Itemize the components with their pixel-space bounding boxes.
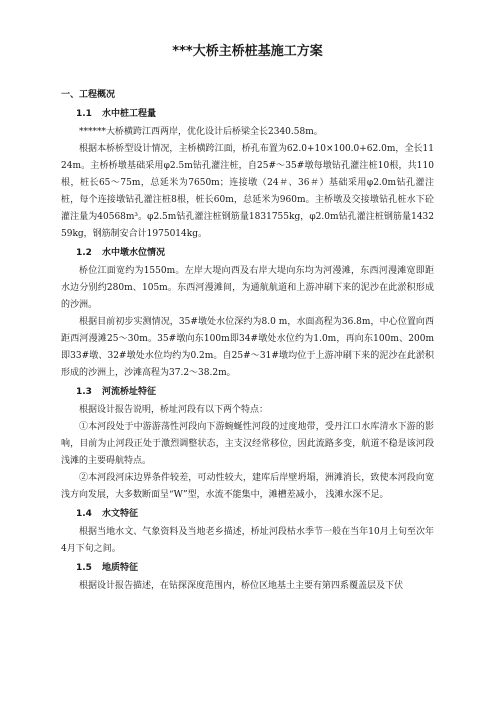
paragraph: 根据设计报告描述，在钻探深度范围内，桥位区地基土主要有第四系覆盖层及下伏 — [79, 581, 404, 591]
subsection-river-features — [61, 384, 434, 504]
subsection-heading — [76, 106, 434, 123]
subsection-number: 1.4 — [76, 509, 92, 519]
subsection-number: 1.3 — [76, 387, 92, 397]
paragraph: 桥位江面宽约为1550m。左岸大堤向西及右岸大堤向东均为河漫滩，东西河漫滩宽即距水边分别约280m、105m。东西河漫滩间，为通航航道和上游冲刷下来的泥沙在此淤积形成的沙洲。 — [61, 266, 434, 310]
document-title: ***大桥主桥桩基施工方案 — [172, 44, 323, 59]
subsection-title: 水中桩工程量 — [102, 109, 157, 119]
section-overview — [61, 87, 434, 595]
subsection-heading — [76, 560, 434, 577]
subsection-heading — [76, 384, 434, 401]
subsection-title: 水中墩水位情况 — [102, 248, 166, 258]
subsection-water-level — [61, 245, 434, 382]
subsection-geology — [61, 560, 434, 595]
subsection-number: 1.5 — [76, 563, 92, 573]
subsection-hydrology — [61, 506, 434, 558]
subsection-number: 1.1 — [76, 109, 92, 119]
subsection-pile-quantity — [61, 106, 434, 243]
paragraph: ******大桥横跨江西两岸，优化设计后桥梁全长2340.58m。 — [79, 127, 323, 137]
paragraph: ①本河段处于中游游荡性河段向下游蜿蜒性河段的过度地带，受丹江口水库清水下游的影响，目前为止河段正处于激烈调整状态，主支汉经常移位，因此流路多变，航道不稳是该河段浅滩的主要碍航特点。 — [61, 422, 434, 466]
paragraph: 根据设计报告说明，桥址河段有以下两个特点： — [79, 405, 269, 415]
paragraph: 根据本桥桥型设计情况，主桥横跨江面，桥孔布置为62.0+10×100.0+62.0m，全长1124m。主桥桥墩基础采用φ2.5m钻孔灌注桩，自25#～35#墩每墩钻孔灌注桩10根，共110根，桩长65～75m，总延米为7650m；连接墩（24＃、36＃）基础采用φ2.0m钻孔灌注桩，每个连接墩钻孔灌注桩8根，桩长60m，总延米为960m。主桥墩及交接墩钻孔桩水下砼灌注量为40568m³。φ2.5m钻孔灌注桩钢筋量1831755kg，φ2.0m钻孔灌注桩钢筋量143259kg，钢筋制安合计1975014kg。 — [61, 144, 434, 239]
subsection-number: 1.2 — [76, 248, 92, 258]
subsection-title: 地质特征 — [102, 563, 139, 573]
paragraph: ②本河段河床边界条件较差，可动性较大，建库后岸壁坍塌，洲滩消长，致使本河段向宽浅方向发展，大多数断面呈“W”型，水流不能集中，滩槽差减小， 浅滩水深不足。 — [61, 473, 434, 500]
subsection-title: 水文特征 — [102, 509, 139, 519]
section-heading: 一、工程概况 — [61, 90, 116, 100]
subsection-heading — [76, 245, 434, 262]
subsection-title: 河流桥址特征 — [102, 387, 157, 397]
paragraph: 根据当地水文、气象资料及当地老乡描述，桥址河段枯水季节一般在当年10月上旬至次年4月下旬之间。 — [61, 527, 434, 554]
paragraph: 根据目前初步实测情况，35#墩处水位深约为8.0 m，水面高程为36.8m，中心位置向西距西河漫滩25～30m。35#墩向东100m即34#墩处水位约为1.0m，再向东100m、200m即33#墩、32#墩处水位均约为0.2m。自25#～31#墩均位于上游冲刷下来的泥沙在此淤积形成的沙洲上，沙滩高程为37.2～38.2m。 — [61, 317, 434, 378]
subsection-heading — [76, 506, 434, 523]
